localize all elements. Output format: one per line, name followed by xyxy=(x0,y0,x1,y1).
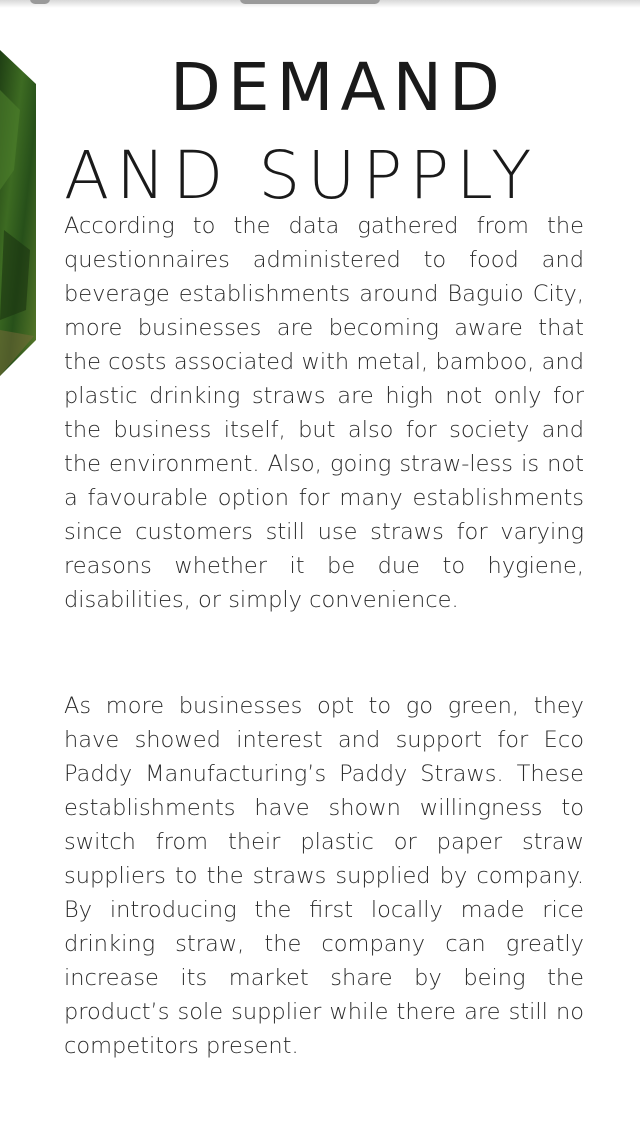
title-line-1: DEMAND xyxy=(170,49,507,126)
title-line-2: AND SUPPLY xyxy=(64,137,539,214)
paragraph-demand: According to the data gathered from the questionnaires administered to food and beverage establishments around Baguio City, more businesses are becoming aware that the costs associated with metal, bamboo, and plastic drinking straws are high not only for the business itself, but also for society and the environment. Also, going straw-less is not a favourable option for many establishments since customers still use straws for varying reasons whether it be due to hygiene, disabilities, or simply convenience. xyxy=(64,213,584,613)
photo-edge-image xyxy=(0,50,40,380)
paragraph-supply: As more businesses opt to go green, they have showed interest and support for Eco Paddy Manufacturing’s Paddy Straws. These establishments have shown willingness to switch from their plastic or paper straw suppliers to the straws supplied by company. By introducing the first locally made rice drinking straw, the company can greatly increase its market share by being the product’s sole supplier while there are still no competitors present. xyxy=(64,693,584,1059)
top-cropped-text-fragment xyxy=(30,0,50,4)
top-cropped-text-fragment xyxy=(240,0,380,4)
